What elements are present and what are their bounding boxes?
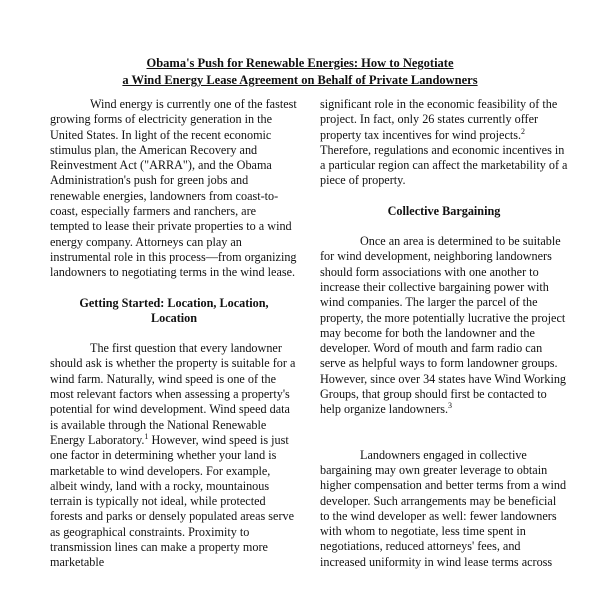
footnote-marker-2: 2: [521, 126, 526, 136]
left-column: [50, 97, 298, 571]
collective-bargaining-paragraph: [320, 234, 568, 418]
heading-line-1: Getting Started: Location, Location,: [79, 295, 269, 310]
right-column: [320, 97, 568, 570]
continued-paragraph: [320, 97, 568, 189]
footnote-marker-3: 3: [448, 401, 453, 411]
document-title: [40, 55, 560, 89]
cb-text: Once an area is determined to be suitable for wind development, neighboring landowners should form associations with one another to increase their collective bargaining power with wind companies. The larger the parcel of the property, the more potentially lucrative the project may become for both the landowner and the developer. Word of mouth and farm radio can serve as helpful ways to form landowner groups. However, since over 34 states have Wind Working Groups, that group should first be contacted to help organize landowners.: [320, 234, 567, 417]
title-line-1: Obama's Push for Renewable Energies: How to Negotiate: [146, 56, 454, 70]
section-heading-collective-bargaining: Collective Bargaining: [387, 203, 501, 218]
footnote-marker-1: 1: [144, 431, 149, 441]
intro-paragraph: Wind energy is currently one of the fastest growing forms of electricity generation in the United States. In light of the recent economic stimulus plan, the American Recovery and Reinvestment Act ("ARRA"), and the Obama Administration's push for green jobs and renewable energies, landowners from coast-to-coast, especially farmers and ranchers, are tempted to lease their private properties to a wind energy company. Attorneys can play an instrumental role in this process—from organizing landowners to negotiating terms in the wind lease.: [50, 97, 297, 280]
title-line-2: a Wind Energy Lease Agreement on Behalf of Private Landowners: [122, 73, 478, 87]
heading-line-2: Location: [150, 310, 198, 325]
location-text-b: However, wind speed is just one factor in determining whether your land is marketable to wind developers. For example, albeit windy, land with a rocky, mountainous terrain is typically not ideal, while protected forests and parks or densely populated areas serve as geographical constraints. Proximity to transmission lines can make a property more marketable: [50, 432, 294, 570]
continued-text-b: Therefore, regulations and economic incentives in a particular region can affect the marketability of a piece of property.: [320, 142, 568, 188]
continued-text-a: significant role in the economic feasibility of the project. In fact, only 26 states currently offer property tax incentives for wind projects.: [320, 97, 558, 142]
section-heading-getting-started: [50, 296, 298, 327]
location-text-a: The first question that every landowner should ask is whether the property is suitable for a wind farm. Naturally, wind speed is one of the most relevant factors when assessing a property's potential for wind development. Wind speed data is available through the National Renewable Energy Laboratory.: [50, 341, 296, 447]
leverage-paragraph: Landowners engaged in collective bargaining may own greater leverage to obtain higher compensation and better terms from a wind developer. Such arrangements may be beneficial to the wind developer as well: fewer landowners with whom to negotiate, less time spent in negotiations, reduced attorneys' fees, and increased uniformity in wind lease terms across: [320, 447, 567, 569]
location-paragraph: [50, 341, 298, 570]
